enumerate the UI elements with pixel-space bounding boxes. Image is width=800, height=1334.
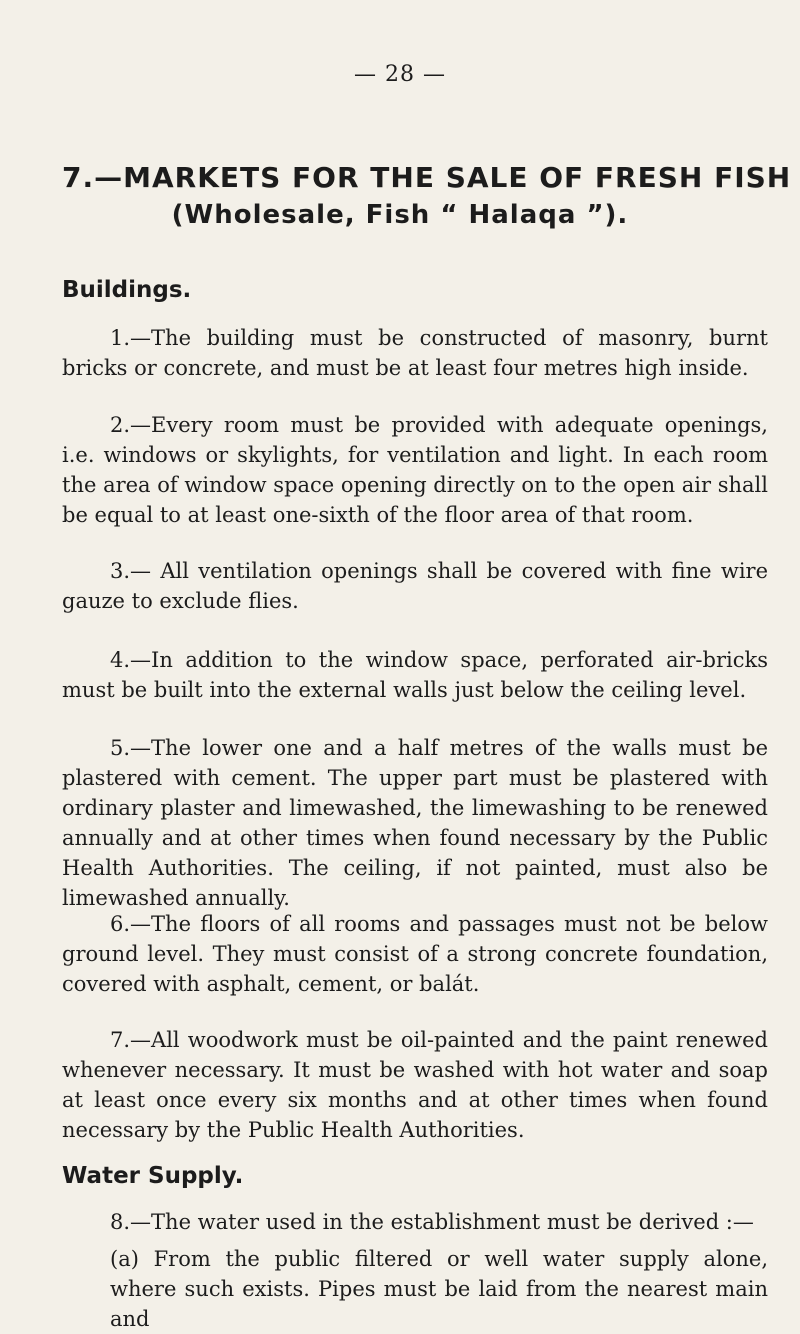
paragraph-5: 5.—The lower one and a half metres of the walls must be plastered with cement. The upper part must be plastered with ordinary plaster and limewashed, the limewashing to be renewed annually and at other times when found necessary by the Public Health Authorities. The ceiling, if not painted, must also be limewashed annually. [62, 736, 768, 910]
page-subtitle: (Wholesale, Fish “ Halaqa ”). [171, 200, 629, 230]
paragraph-6: 6.—The floors of all rooms and passages must not be below ground level. They must consist of a strong concrete foundation, covered with asphalt, cement, or balát. [62, 912, 768, 996]
section-heading-water-supply: Water Supply. [62, 1163, 244, 1189]
paragraph-8: 8.—The water used in the establishment must be derived :— [110, 1210, 754, 1234]
paragraph-4: 4.—In addition to the window space, perforated air-bricks must be built into the external walls just below the ceiling level. [62, 648, 768, 702]
paragraph-8a: (a) From the public filtered or well water supply alone, where such exists. Pipes must be laid from the nearest main and [110, 1247, 768, 1331]
paragraph-7: 7.—All woodwork must be oil-painted and the paint renewed whenever necessary. It must be washed with hot water and soap at least once every six months and at other times when found necessary by the Public Health Authorities. [62, 1028, 768, 1142]
section-heading-buildings: Buildings. [62, 277, 192, 303]
paragraph-2: 2.—Every room must be provided with adequate openings, i.e. windows or skylights, for ventilation and light. In each room the area of window space opening directly on to the open air shall be equal to at least one-sixth of the floor area of that room. [62, 413, 768, 527]
page-title: 7.—MARKETS FOR THE SALE OF FRESH FISH [62, 161, 792, 194]
paragraph-1: 1.—The building must be constructed of masonry, burnt bricks or concrete, and must be at least four metres high inside. [62, 326, 768, 380]
paragraph-3: 3.— All ventilation openings shall be covered with fine wire gauze to exclude flies. [62, 559, 768, 613]
page-number: — 28 — [354, 62, 446, 87]
